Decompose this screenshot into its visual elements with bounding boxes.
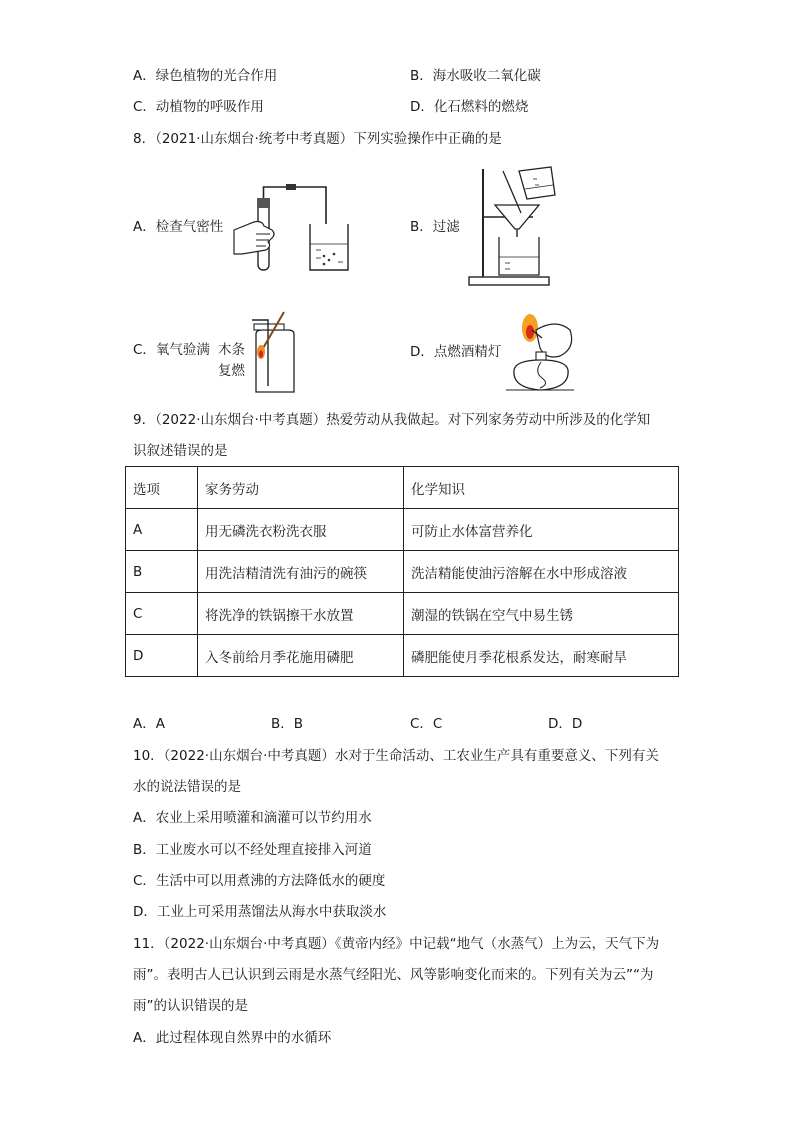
table-cell: C [126, 593, 198, 635]
q8-option-d: D．点燃酒精灯 [410, 344, 502, 360]
table-row [126, 593, 679, 635]
table-cell: 入冬前给月季花施用磷肥 [198, 635, 404, 677]
alcohol-lamp-lighting-figure [496, 308, 576, 396]
table-row [126, 635, 679, 677]
filtration-figure [463, 165, 561, 291]
table-cell: A [126, 509, 198, 551]
table-cell: B [126, 551, 198, 593]
q11-stem-line-2: 雨”。表明古人已认识到云雨是水蒸气经阳光、风等影响变化而来的。下列有关为云”“为 [133, 967, 654, 983]
table-cell: 可防止水体富营养化 [404, 509, 679, 551]
q11-stem-line-1: 11．（2022·山东烟台·中考真题）《黄帝内经》中记载“地气（水蒸气）上为云，天气下为 [133, 936, 660, 952]
table-cell: 用无磷洗衣粉洗衣服 [198, 509, 404, 551]
q8-option-c-note-1: 木条 [218, 342, 245, 358]
q8-option-a: A．检查气密性 [133, 219, 224, 235]
table-cell: 用洗洁精清洗有油污的碗筷 [198, 551, 404, 593]
q9-table [125, 466, 679, 677]
q8-option-c: C．氧气验满 [133, 342, 210, 358]
q7-option-b: B．海水吸收二氧化碳 [410, 68, 541, 84]
table-cell: 磷肥能使月季花根系发达，耐寒耐旱 [404, 635, 679, 677]
table-header-cell: 选项 [126, 467, 198, 509]
q10-option-b: B．工业废水可以不经处理直接排入河道 [133, 842, 372, 858]
table-cell: 将洗净的铁锅擦干水放置 [198, 593, 404, 635]
q11-option-a: A．此过程体现自然界中的水循环 [133, 1030, 332, 1046]
oxygen-full-test-figure [250, 306, 300, 396]
q9-stem-line-1: 9．（2022·山东烟台·中考真题）热爱劳动从我做起。对下列家务劳动中所涉及的化学知 [133, 412, 651, 428]
table-row [126, 509, 679, 551]
q9-stem-line-2: 识叙述错误的是 [133, 443, 228, 459]
table-row [126, 551, 679, 593]
q11-stem-line-3: 雨”的认识错误的是 [133, 998, 248, 1014]
q7-option-d: D．化石燃料的燃烧 [410, 99, 529, 115]
table-cell: 潮湿的铁锅在空气中易生锈 [404, 593, 679, 635]
q9-option-c: C．C [410, 716, 443, 732]
q10-stem-line-2: 水的说法错误的是 [133, 779, 241, 795]
q8-option-b: B．过滤 [410, 219, 460, 235]
airtightness-check-figure [228, 178, 358, 276]
q10-option-d: D．工业上可采用蒸馏法从海水中获取淡水 [133, 904, 387, 920]
q8-stem: 8．（2021·山东烟台·统考中考真题）下列实验操作中正确的是 [133, 131, 502, 147]
q9-option-d: D．D [548, 716, 583, 732]
q9-option-b: B．B [271, 716, 304, 732]
table-header-cell: 家务劳动 [198, 467, 404, 509]
q9-option-a: A．A [133, 716, 165, 732]
q7-option-c: C．动植物的呼吸作用 [133, 99, 264, 115]
q7-option-a: A．绿色植物的光合作用 [133, 68, 278, 84]
table-header-cell: 化学知识 [404, 467, 679, 509]
q10-option-c: C．生活中可以用煮沸的方法降低水的硬度 [133, 873, 386, 889]
table-cell: 洗洁精能使油污溶解在水中形成溶液 [404, 551, 679, 593]
q10-stem-line-1: 10．（2022·山东烟台·中考真题）水对于生命活动、工农业生产具有重要意义、下列有关 [133, 748, 659, 764]
table-header-row [126, 467, 679, 509]
q10-option-a: A．农业上采用喷灌和滴灌可以节约用水 [133, 810, 372, 826]
table-cell: D [126, 635, 198, 677]
q8-option-c-note-2: 复燃 [218, 363, 245, 379]
